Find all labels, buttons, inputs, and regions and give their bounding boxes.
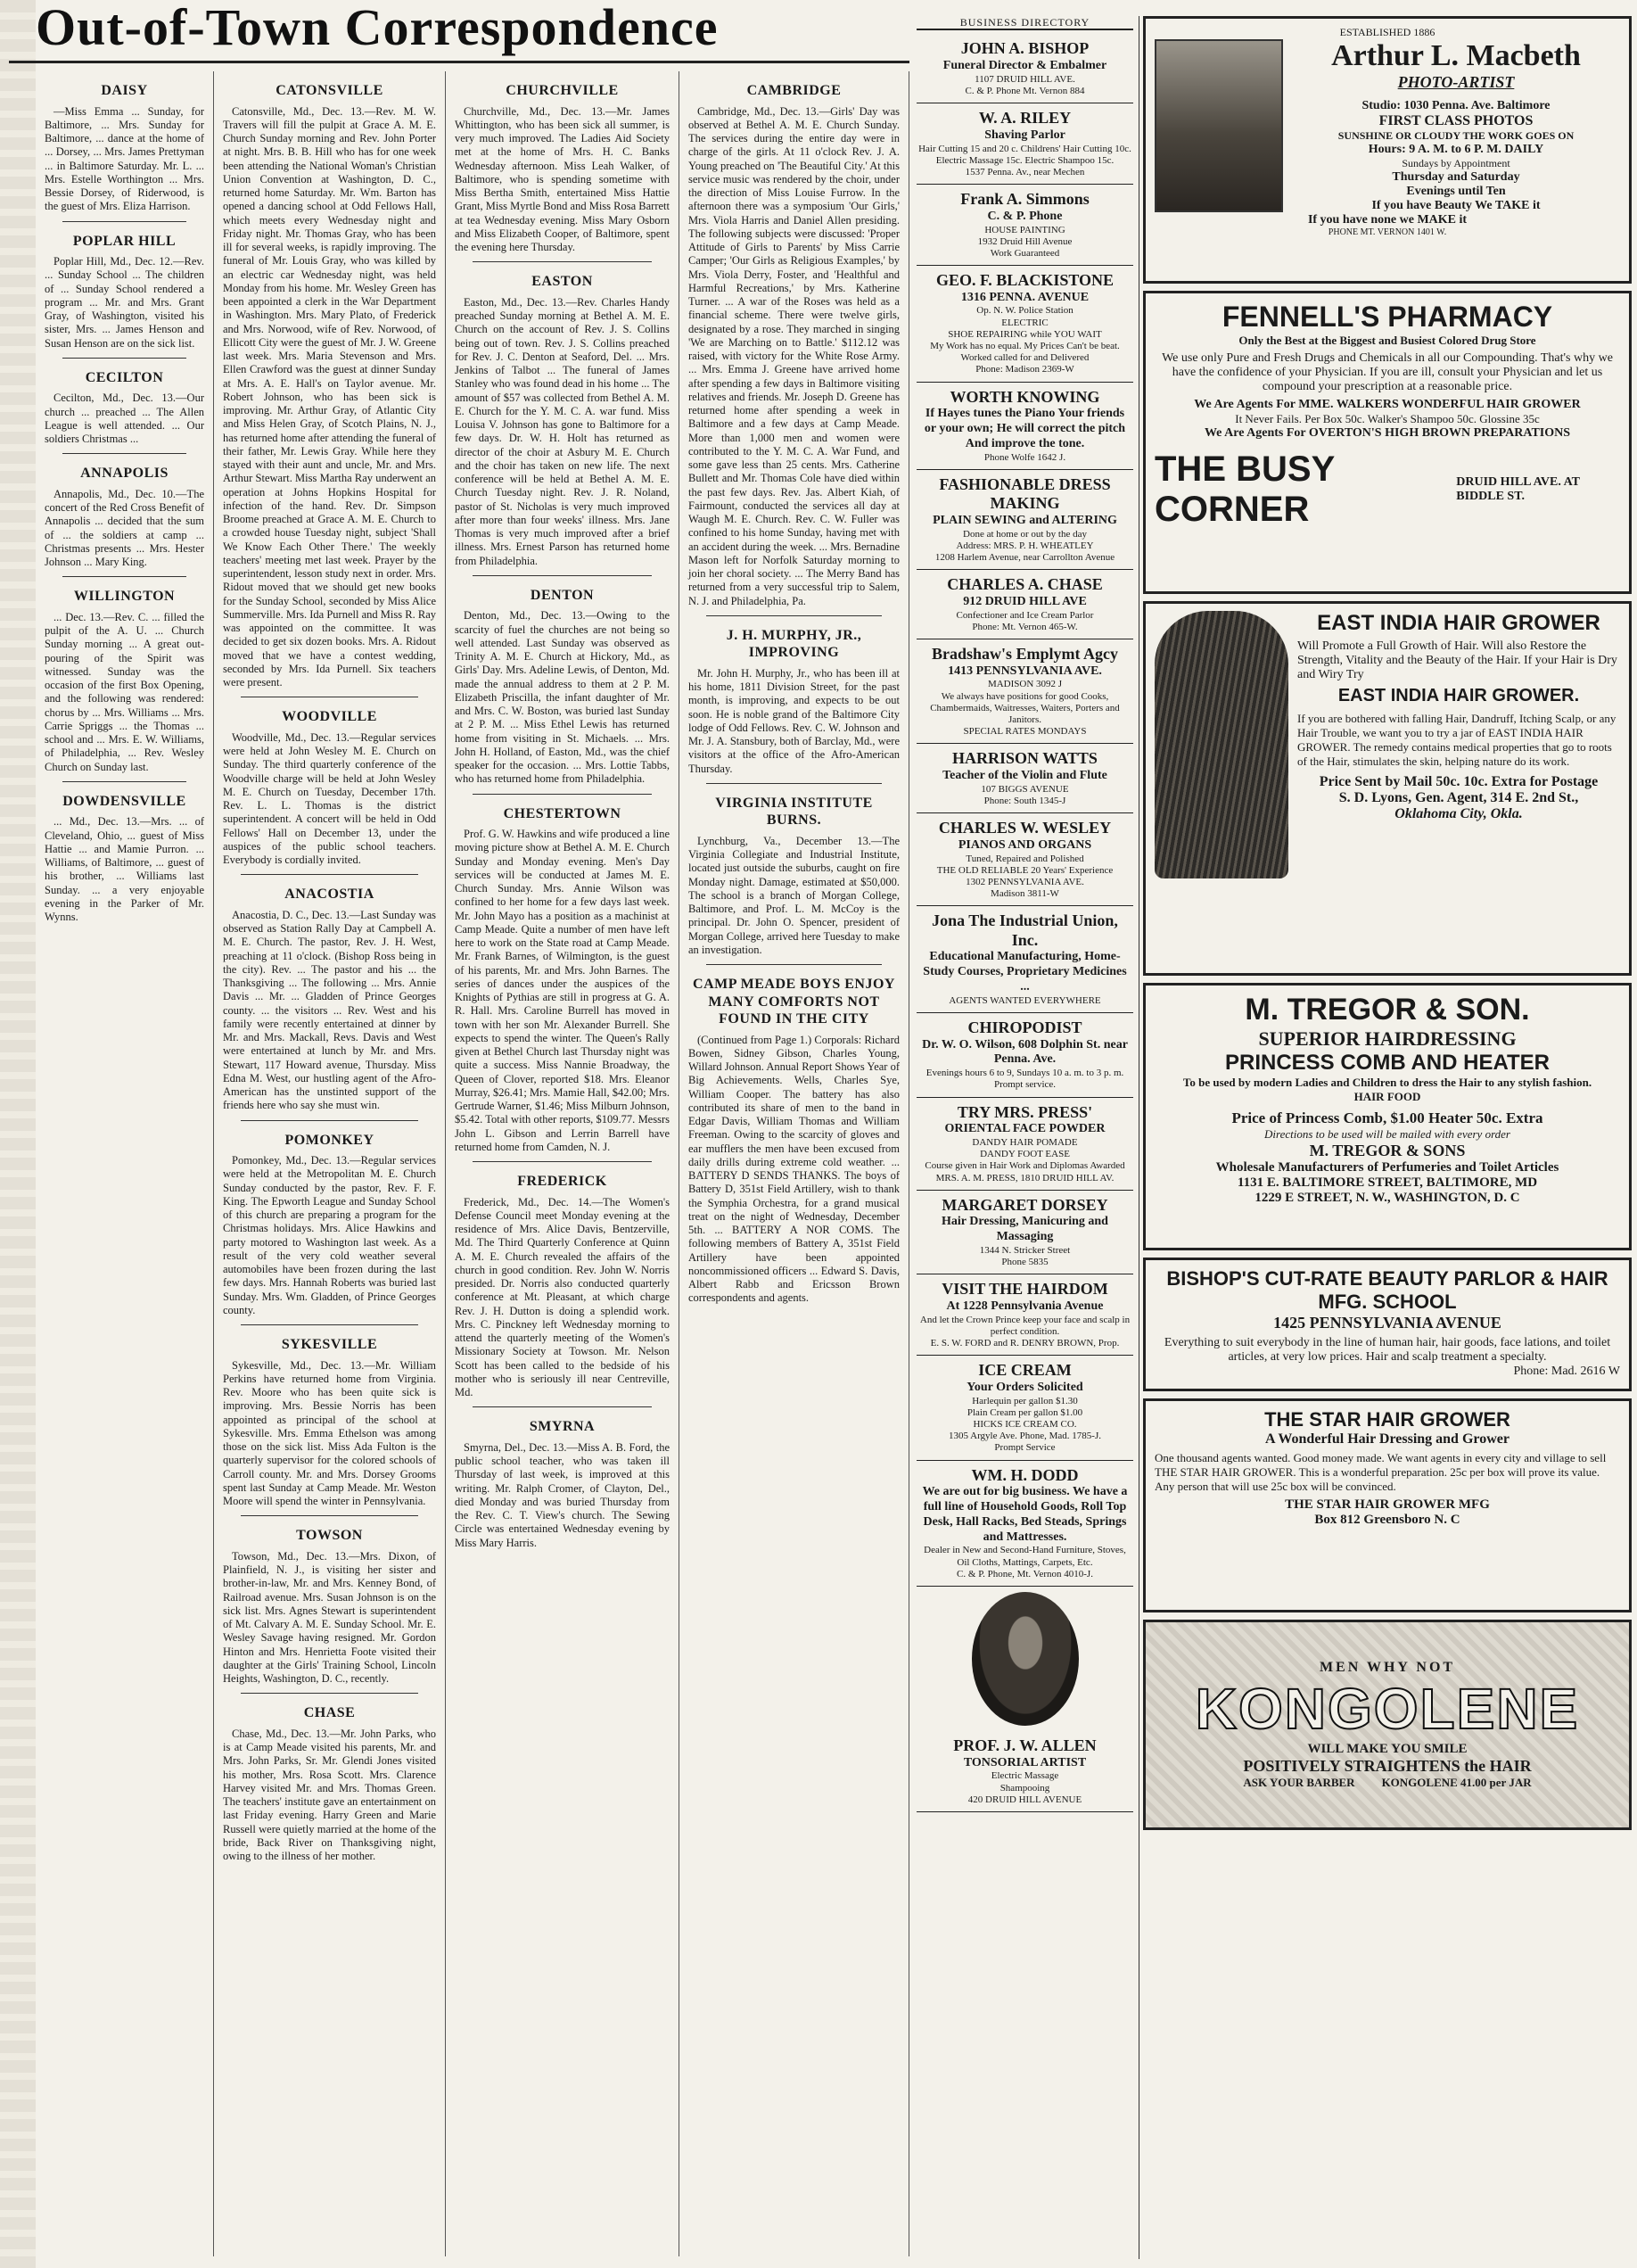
- macbeth-ad: [1143, 16, 1632, 284]
- macbeth-phone: PHONE MT. VERNON 1401 W.: [1328, 227, 1447, 237]
- directory-ad-name: Frank A. Simmons: [960, 190, 1090, 209]
- business-directory: [911, 16, 1139, 2259]
- story: [688, 795, 900, 957]
- news-column-4: [679, 71, 909, 2256]
- story-body: Poplar Hill, Md., Dec. 12.—Rev. ... Sunday School ... The children of ... Sunday School rendered a program ... Mr. and Mrs. Grant Gray, of Washington, visited his sister, Mrs. ... James Henson and Susan Henson are on the sick list.: [45, 255, 204, 350]
- directory-ad-line: 1305 Argyle Ave. Phone, Mad. 1785-J.: [949, 1431, 1101, 1442]
- directory-ad-line: Phone: Madison 2369-W: [975, 364, 1074, 375]
- fennell-name: FENNELL'S PHARMACY: [1222, 301, 1553, 333]
- directory-ad-line: Evenings hours 6 to 9, Sundays 10 a. m. to 3 p. m.: [925, 1068, 1124, 1079]
- story-heading: CAMBRIDGE: [746, 83, 842, 98]
- directory-ad-line: 1413 PENNSYLVANIA AVE.: [948, 664, 1102, 678]
- star-name: THE STAR HAIR GROWER: [1264, 1408, 1510, 1431]
- bishop-phone: Phone: Mad. 2616 W: [1513, 1365, 1620, 1378]
- east-india-price: Price Sent by Mail 50c. 10c. Extra for Postage: [1319, 774, 1599, 789]
- macbeth-slogan2: If you have none we MAKE it: [1307, 213, 1468, 227]
- divider: [706, 615, 882, 616]
- directory-ad: [917, 1274, 1133, 1356]
- directory-ad-name: JOHN A. BISHOP: [960, 39, 1090, 58]
- story-body: (Continued from Page 1.) Corporals: Richard Bowen, Sidney Gibson, Charles Young, Willard Johnson. Annual Report Shows Year of Big Achievements. Wells, Charles Sye, William Cooper. The battery has also contributed its share of men to the band in Edgar Davis, William Thomas and William Freeman. Owing to the scarcity of gloves and ear mufflers the men have been excused from daily drills during extreme cold weather. ... BATTERY D SENDS THANKS. The boys of Battery D, 351st Field Artillery, wish to thank the Symphia Orchestra, for a grand musical treat on the night of Wednesday, December 5th. ... BATTERY A NOR COMS. The following members of Battery A, 351st Field Artillery have been appointed noncommissioned officers ... Edward S. Davis, Albert Rabb and Ericsson Brown correspondents and agents.: [688, 1033, 900, 1305]
- directory-ad-line: Prompt service.: [993, 1079, 1057, 1091]
- star-line2: One thousand agents wanted. Good money made. We want agents in every city and village to sell THE STAR HAIR GROWER. This is a wonderful preparation. 25c per box will prove its value. Any person that will use 25c box will be convinced.: [1155, 1451, 1607, 1493]
- directory-ad-line: TONSORIAL ARTIST: [963, 1755, 1087, 1769]
- directory-ad-name: WORTH KNOWING: [950, 387, 1100, 406]
- directory-ad: [917, 266, 1133, 383]
- tregor-line3: To be used by modern Ladies and Children to dress the Hair to any stylish fashion.: [1182, 1076, 1592, 1089]
- directory-ad: [917, 1098, 1133, 1191]
- story-heading: WILLINGTON: [73, 589, 176, 605]
- directory-ad-line: Teacher of the Violin and Flute: [942, 768, 1107, 782]
- divider: [62, 358, 186, 359]
- page-title: Out-of-Town Correspondence: [36, 0, 719, 56]
- directory-ad-line: If Hayes tunes the Piano Your friends or your own; He will correct the pitch And improve the tone.: [924, 407, 1126, 450]
- directory-ad: [917, 639, 1133, 744]
- story-body: Mr. John H. Murphy, Jr., who has been ill at his home, 1811 Division Street, for the past month, is improving, and expects to be out soon. He is noble grand of the Baltimore City lodge of Odd Fellows. Rev. C. W. Johnson and Mr. J. A. Stansbury, both of Barclay, Md., were visitors at the office of the Afro-American Thursday.: [688, 666, 900, 775]
- story: [688, 976, 900, 1306]
- directory-ad-allen: [917, 1731, 1133, 1812]
- directory-ad-line: Harlequin per gallon $1.30: [972, 1395, 1078, 1406]
- bishop-address: 1425 PENNSYLVANIA AVENUE: [1273, 1314, 1501, 1332]
- directory-ad-line: Phone: South 1345-J: [983, 795, 1066, 806]
- tregor-name: M. TREGOR & SON.: [1245, 993, 1530, 1027]
- directory-ad: [917, 813, 1133, 906]
- story-heading: CHURCHVILLE: [506, 83, 619, 98]
- directory-ad-line: At 1228 Pennsylvania Avenue: [946, 1299, 1104, 1313]
- divider: [473, 261, 652, 262]
- story-heading: SMYRNA: [529, 1419, 596, 1435]
- story: [688, 82, 900, 608]
- story-body: Catonsville, Md., Dec. 13.—Rev. M. W. Travers will fill the pulpit at Grace A. M. E. Church Sunday morning and Rev. John Porter at night. Mrs. B. B. Hill who has for one week been attending the National Woman's Christian Union Convention at Washington, D. C., returned home Saturday. Mr. Wm. Barton has opened a dancing school at Odd Fellows Hall, which meets every Wednesday night and Friday night. Mr. Thomas Gray, who has been ill for several weeks, is rapidly improving. The funeral of Mr. Louis Gray, who was killed by an electric car Wednesday night, was held Monday from his home. Mr. Wesley Green has been appointed a clerk in the War Department in Washington. Mrs. Mary Plato, of Frederick and Mrs. Norwood, wife of Rev. Norwood, of Ellicott City were the guest of Mr. J. W. Greene last week. Mrs. Maria Stevenson and Mrs. Ellen Crawford was the guest at dinner Sunday at Mrs. A. E. Hall's on Taylor avenue. Mr. Robert Johnson, who has been sick is improving. Mr. Arthur Gray, of Atlantic City and Miss Helen Gray, of Scotch Plains, N. J., has returned home after attending the funeral of their father, Mr. Lewis Gray. While here they stayed with their aunt and uncle, Mr. and Mrs. Arthur Stewart. Miss Martha Ray underwent an operation at Johns Hopkins Hospital for infection of the hand. Rev. Dr. Simpson Broome preached at Grace A. M. E. Church to a crowded house Tuesday night, subject 'Shall We Know Each Other There.' The weekly teachers' meeting met last week. Prayer by the superintendent, lesson study next in order. Mrs. Ridout moved that we should get new books for the Sunday School, seconded by Miss Alice Summerville. Mrs. Ida Purnell and Miss R. Ray was appointed on the committee. It was decided to get six dozen books. Mrs. A. Ridout moved that we have a contest wedding, seconded by Mrs. Ida Purnell. Six teachers were present.: [223, 104, 436, 689]
- story-heading: DENTON: [530, 587, 595, 603]
- directory-ad-line: Done at home or out by the day: [963, 528, 1087, 540]
- star-line1: A Wonderful Hair Dressing and Grower: [1265, 1431, 1509, 1447]
- story-heading: EASTON: [531, 274, 593, 290]
- directory-ad: [917, 1461, 1133, 1587]
- macbeth-appt: Sundays by Appointment: [1402, 157, 1510, 169]
- kongolene-price: KONGOLENE 41.00 per JAR: [1381, 1776, 1532, 1789]
- kongolene-straight: POSITIVELY STRAIGHTENS the HAIR: [1243, 1757, 1532, 1775]
- directory-ad-line: Course given in Hair Work and Diplomas Awarded: [925, 1160, 1125, 1172]
- story-body: ... Dec. 13.—Rev. C. ... filled the pulpit of the A. U. ... Church Sunday morning ... A great out-pouring of the Spirit was witnessed. Sunday was the occasion of the first Box Opening, and the following was rendered: chorus by ... Mrs. Williams ... Mrs. Carrie Spriggs ... the Thomas ... school and ... Mrs. E. W. Williams, of Philadelphia, ... Rev. Wesley Church on Sunday last.: [45, 610, 204, 773]
- directory-ad-name: CHARLES A. CHASE: [947, 575, 1103, 594]
- story: [223, 886, 436, 1112]
- directory-ad-line: ORIENTAL FACE POWDER: [944, 1122, 1106, 1136]
- story-body: Cecilton, Md., Dec. 13.—Our church ... preached ... The Allen League is well attended. ... Our soldiers Christmas ...: [45, 392, 204, 446]
- divider: [241, 1120, 418, 1121]
- kongolene-smile: WILL MAKE YOU SMILE: [1307, 1742, 1468, 1756]
- story-body: ... Md., Dec. 13.—Mrs. ... of Cleveland, Ohio, ... guest of Miss Hattie ... and Mamie Purron. ... Williams, of Baltimore, ... guest of his brother, ... Williams last Sunday. ... a very enjoyable evening in the Parker of Mr. Wynns.: [45, 815, 204, 924]
- macbeth-photo: [1155, 39, 1283, 212]
- directory-ad-line: 912 DRUID HILL AVE: [963, 594, 1087, 608]
- directory-ad-line: Phone 5835: [1001, 1257, 1049, 1268]
- hair-model-illustration: [1155, 611, 1288, 878]
- divider: [62, 576, 186, 577]
- star-ad: [1143, 1398, 1632, 1612]
- tregor-wholesale: Wholesale Manufacturers of Perfumeries and Toilet Articles: [1215, 1160, 1559, 1175]
- story: [45, 793, 204, 925]
- story-body: Easton, Md., Dec. 13.—Rev. Charles Handy preached Sunday morning at Bethel A. M. E. Church on the account of Rev. J. S. Collins being out of town. Rev. J. S. Collins preached for Rev. J. C. Denton at Seaford, Del. ... Mrs. Jenkins of Talbot ... The funeral of James Stanley who was found dead in his home ... The amount of $57 was collected from Bethel A. M. E. Church for the Y. M. C. A. war fund. Miss Louisa V. Johnson has gone to Baltimore for a few days. Dr. W. H. Holt has returned as director of the choir at Asbury M. E. Church and the choir has taken on new life. The next conference will be held at Bethel A. M. E. Church Tuesday night. Rev. J. R. Noland, pastor of St. Nicholas is very much improved after more than four weeks' illness. Mrs. Jane Thomas is very much improved after a brief illness. Mrs. Ernest Parson has returned home from Philadelphia.: [455, 295, 670, 567]
- story-body: Frederick, Md., Dec. 14.—The Women's Defense Council meet Monday evening at the residence of Mrs. Alice Davis, Bentzerville, Md. The Third Quarterly Conference at Quinn A. M. E. Church revealed the affairs of the church in good condition. Rev. John W. Norris presided. Dr. Norris also conducted quarterly conference at Mt. Pleasant, at which charge Rev. J. H. Dutton is doing a splendid work. Mrs. C. Pinckney left Wednesday morning to attend the quarterly meeting of the Women's Missionary Society at Towson. Mr. Nelson Scott has been called to the bedside of his mother who is seriously ill near Centreville, Md.: [455, 1195, 670, 1399]
- story: [455, 805, 670, 1155]
- tregor-addr1: 1131 E. BALTIMORE STREET, BALTIMORE, MD: [1237, 1175, 1538, 1190]
- directory-ad-line: SPECIAL RATES MONDAYS: [963, 726, 1087, 738]
- story-heading: TOWSON: [296, 1528, 363, 1544]
- directory-ad-name: Bradshaw's Emplymt Agcy: [931, 645, 1119, 664]
- macbeth-days: Thursday and Saturday: [1392, 170, 1520, 184]
- story: [45, 233, 204, 351]
- story: [45, 369, 204, 447]
- directory-ad-line: Phone Wolfe 1642 J.: [983, 451, 1066, 463]
- tregor-directions: Directions to be used will be mailed with every order: [1264, 1127, 1510, 1141]
- directory-ad-line: Plain Cream per gallon $1.00: [967, 1406, 1083, 1418]
- directory-ad-line: Op. N. W. Police Station: [976, 305, 1074, 317]
- directory-ad-name: TRY MRS. PRESS': [957, 1102, 1093, 1121]
- kongolene-ad: [1143, 1620, 1632, 1830]
- story-body: Annapolis, Md., Dec. 10.—The concert of the Red Cross Benefit of Annapolis ... decided that the sum of ... the soldiers at camp ... Christmas presents ... Mrs. Hester Johnson ... Mary King.: [45, 487, 204, 569]
- directory-ad-line: DANDY HAIR POMADE: [972, 1137, 1078, 1149]
- directory-ad-line: My Work has no equal. My Prices Can't be beat. Worked called for and Delivered: [930, 341, 1120, 364]
- story-body: Anacostia, D. C., Dec. 13.—Last Sunday was observed as Station Rally Day at Campbell A. M. E. Church. The pastor, Rev. J. H. West, preaching at 11 o'clock. (Bishop Ross being in the city). Rev. ... The pastor and his ... the Thanksgiving ... The following ... Mrs. Annie Davis ... Mr. ... Gladden of Prince Georges county. ... the visitors ... Rev. West and his family were recently entertained at dinner by Mr. and Mrs. Mackall, Revs. Davis and West were entertained at lunch by Mr. and Mrs. Stewart, 117 Howard avenue, Thursday. Miss Edna M. West, our hustling agent of the Afro-American has the unstinted support of the friends here who say she must win.: [223, 908, 436, 1112]
- story: [223, 1704, 436, 1863]
- directory-ad-line: SHOE REPAIRING while YOU WAIT: [948, 328, 1102, 340]
- ad-column: [1143, 16, 1632, 2259]
- divider: [473, 1406, 652, 1407]
- directory-ad-line: PIANOS AND ORGANS: [958, 837, 1092, 852]
- directory-ad-line: PLAIN SEWING and ALTERING: [933, 513, 1117, 527]
- directory-ad-line: 1107 DRUID HILL AVE.: [975, 73, 1075, 85]
- directory-ad-line: Confectioner and Ice Cream Parlor: [956, 609, 1094, 621]
- directory-ad: [917, 383, 1133, 470]
- story-heading: CHESTERTOWN: [503, 805, 621, 821]
- east-india-line1: Will Promote a Full Growth of Hair. Will also Restore the Strength, Vitality and the Beauty of the Hair. If your Hair is Dry and Wiry Try: [1297, 639, 1617, 681]
- star-company: THE STAR HAIR GROWER MFG: [1285, 1497, 1490, 1512]
- directory-ad-line: 1208 Harlem Avenue, near Carrollton Avenue: [934, 552, 1115, 564]
- directory-ad: [917, 744, 1133, 813]
- tregor-sons: M. TREGOR & SONS: [1309, 1142, 1466, 1159]
- fennell-prices: It Never Fails. Per Box 50c. Walker's Shampoo 50c. Glossine 35c: [1235, 412, 1540, 425]
- directory-ad-line: 1316 PENNA. AVENUE: [960, 290, 1090, 304]
- story: [455, 82, 670, 254]
- directory-ad-name: MARGARET DORSEY: [942, 1195, 1108, 1214]
- fennell-line2: We use only Pure and Fresh Drugs and Chemicals in all our Compounding. That's why we have the confidence of your Physician. If you are ill, consult your Physician and let us compound your prescription at a reasonable price.: [1162, 351, 1613, 393]
- story-heading: ANACOSTIA: [284, 887, 374, 903]
- directory-ad-name: WM. H. DODD: [971, 1465, 1079, 1484]
- story-heading: CATONSVILLE: [276, 83, 383, 98]
- directory-ad-line: We always have positions for good Cooks, Chambermaids, Waitresses, Waiters, Porters and Janitors.: [930, 690, 1120, 726]
- directory-ad-name: PROF. J. W. ALLEN: [953, 1736, 1097, 1754]
- story: [45, 465, 204, 569]
- news-column-3: [446, 71, 679, 2256]
- macbeth-studio: Studio: 1030 Penna. Ave. Baltimore: [1361, 99, 1551, 112]
- story-heading: DAISY: [101, 83, 148, 98]
- directory-ad-line: Prompt Service: [994, 1442, 1056, 1454]
- fennell-address: DRUID HILL AVE. AT BIDDLE ST.: [1456, 475, 1580, 503]
- kongolene-ask: ASK YOUR BARBER: [1243, 1776, 1355, 1789]
- story-body: Lynchburg, Va., December 13.—The Virginia Collegiate and Industrial Institute, located just outside the suburbs, caught on fire Monday night. Damage, estimated at $50,000. The school is a branch of Morgan College, Baltimore, and Prof. L. M. McCoy is the principal. Dr. John O. Spencer, president of Morgan College, arrived here Tuesday to make an investigation.: [688, 834, 900, 956]
- directory-header: BUSINESS DIRECTORY: [917, 16, 1133, 30]
- directory-ad-line: C. & P. Phone, Mt. Vernon 4010-J.: [957, 1568, 1093, 1579]
- tregor-line4: HAIR FOOD: [1353, 1090, 1421, 1103]
- directory-ad-line: E. S. W. FORD and R. DENRY BROWN, Prop.: [930, 1338, 1120, 1349]
- star-box: Box 812 Greensboro N. C: [1314, 1513, 1460, 1527]
- divider: [706, 964, 882, 965]
- directory-ad-line: C. & P. Phone: [987, 209, 1063, 223]
- directory-ad-line: ELECTRIC: [1001, 317, 1049, 328]
- fennell-footer: [1155, 449, 1620, 530]
- story-body: Chase, Md., Dec. 13.—Mr. John Parks, who is at Camp Meade visited his parents, Mr. and Mrs. John Parks, Sr. Mr. Glendi Jones visited his mother, Mrs. Rosa Scott. Mrs. Clarence Harvey visited Mr. and Mrs. Thomas Green. The teachers' institute gave an entertainment on last Friday evening. Harry Green and Marie Russell were quietly married at the home of the bride, Back River on Thanksgiving night, owing to the illness of her mother.: [223, 1727, 436, 1863]
- busy-corner-label: THE BUSY CORNER: [1155, 449, 1335, 529]
- story-body: —Miss Emma ... Sunday, for Baltimore, ... Mrs. Sunday for Baltimore, ... dance at the home of ... Dorsey, ... Mrs. James Prettyman ... in Baltimore Saturday. Mr. L. ... Mrs. Estelle Worthington ... Mrs. Bessie Dorsey, of Riderwood, is the guest of Mrs. Eliza Harrison.: [45, 104, 204, 213]
- directory-ad: [917, 570, 1133, 639]
- directory-ad-name: VISIT THE HAIRDOM: [942, 1280, 1108, 1299]
- story-body: Smyrna, Del., Dec. 13.—Miss A. B. Ford, the public school teacher, who was taken ill Thursday of last week, is improved at this writing. Mr. Ralph Cromer, of Clayton, Del., died Monday and was buried Thursday from the Rev. C. T. View's church. The Sewing Circle was entertained Wednesday evening by Miss Mary Harris.: [455, 1440, 670, 1549]
- directory-ad-name: ICE CREAM: [978, 1361, 1072, 1380]
- directory-ad-line: Madison 3811-W: [991, 888, 1059, 900]
- directory-ad-name: Jona The Industrial Union, Inc.: [932, 911, 1118, 949]
- divider: [241, 874, 418, 875]
- story: [45, 588, 204, 774]
- divider: [62, 453, 186, 454]
- fennell-line1: Only the Best at the Biggest and Busiest Colored Drug Store: [1238, 334, 1536, 347]
- directory-ad-line: 1537 Penna. Av., near Mechen: [965, 166, 1085, 177]
- tregor-price: Price of Princess Comb, $1.00 Heater 50c. Extra: [1231, 1109, 1543, 1126]
- directory-ad-name: HARRISON WATTS: [952, 749, 1098, 768]
- bishop-ad: [1143, 1258, 1632, 1391]
- news-column-2: [214, 71, 446, 2256]
- directory-ad-line: We are out for big business. We have a full line of Household Goods, Roll Top Desk, Hall Racks, Bed Steads, Springs and Mattresses.: [922, 1485, 1128, 1544]
- directory-ads: [917, 34, 1133, 1587]
- story: [223, 82, 436, 689]
- story-body: Pomonkey, Md., Dec. 13.—Regular services were held at the Metropolitan M. E. Church Sunday conducted by the pastor, Rev. F. F. King. The Epworth League and Sunday School of this church are preparing a program for the Christmas holidays. Mrs. Alice Hawkins and party motored to Washington last week. As a result of the very cold weather several automobiles have been frozen during the last few days. Mrs. Hannah Roberts was buried last Sunday. Mrs. Wm. Gladden, of Prince Georges county.: [223, 1154, 436, 1316]
- directory-ad-line: THE OLD RELIABLE 20 Years' Experience: [936, 864, 1114, 876]
- directory-ad-line: Shaving Parlor: [984, 128, 1065, 142]
- directory-ad-line: HICKS ICE CREAM CO.: [973, 1419, 1077, 1431]
- story-heading: VIRGINIA INSTITUTE BURNS.: [715, 795, 873, 829]
- divider: [706, 783, 882, 784]
- east-india-line3: If you are bothered with falling Hair, Dandruff, Itching Scalp, or any Hair Trouble, we want you to try a jar of EAST INDIA HAIR GROWER. The remedy contains medical properties that go to roots of the Hair, stimulates the skin, helping nature do its work.: [1297, 712, 1616, 768]
- story: [223, 708, 436, 867]
- directory-ad-line: Address: MRS. P. H. WHEATLEY: [956, 540, 1094, 551]
- story-heading: POPLAR HILL: [72, 233, 177, 249]
- directory-ad-name: W. A. RILEY: [978, 109, 1072, 128]
- story: [455, 587, 670, 787]
- divider: [62, 221, 186, 222]
- directory-ad-line: Funeral Director & Embalmer: [942, 58, 1107, 72]
- east-india-city: Oklahoma City, Okla.: [1394, 806, 1523, 821]
- kongolene-top: MEN WHY NOT: [1319, 1660, 1456, 1675]
- directory-ad-line: 1932 Druid Hill Avenue: [977, 235, 1073, 247]
- story-heading: CAMP MEADE BOYS ENJOY MANY COMFORTS NOT FOUND IN THE CITY: [693, 977, 895, 1027]
- allen-portrait: [972, 1592, 1079, 1726]
- directory-ad: [917, 1356, 1133, 1460]
- divider: [241, 1515, 418, 1516]
- story: [223, 1527, 436, 1686]
- directory-ad-line: 1344 N. Stricker Street: [979, 1244, 1071, 1256]
- macbeth-name: Arthur L. Macbeth: [1331, 39, 1581, 72]
- directory-ad: [917, 1013, 1133, 1098]
- story: [223, 1132, 436, 1318]
- directory-ad-name: GEO. F. BLACKISTONE: [935, 271, 1115, 290]
- directory-ad-line: Shampooing: [999, 1782, 1050, 1794]
- macbeth-title: PHOTO-ARTIST: [1397, 73, 1515, 91]
- story-body: Churchville, Md., Dec. 13.—Mr. James Whittington, who has been sick all summer, is very much improved. The Ladies Aid Society met at the home of Mrs. H. C. Banks Wednesday afternoon. Miss Leah Walker, of Baltimore, who is spending sometime with Miss Bertha Smith, entertained Miss Hattie Grant, Miss Myrtle Bond and Miss Rosa Barrett at tea Wednesday evening. Miss Mary Osborn and Miss Elizabeth Cooper, of Baltimore, spent the evening here Thursday.: [455, 104, 670, 254]
- story-heading: J. H. MURPHY, JR., IMPROVING: [726, 627, 862, 661]
- story: [223, 1336, 436, 1508]
- story: [455, 1418, 670, 1550]
- directory-ad: [917, 470, 1133, 571]
- kongolene-logo: KONGOLENE: [1195, 1677, 1580, 1741]
- bishop-line: Everything to suit everybody in the line of human hair, hair goods, face lations, and toilet articles, at very low prices. Hair and scalp treatment a specialty.: [1164, 1336, 1611, 1364]
- divider: [62, 781, 186, 782]
- directory-ad-line: 420 DRUID HILL AVENUE: [967, 1794, 1082, 1805]
- story-body: Towson, Md., Dec. 13.—Mrs. Dixon, of Plainfield, N. J., is visiting her sister and brother-in-law, Mr. and Mrs. Kenney Bond, of Railroad avenue. Mrs. Susan Johnson is on the sick list. Mrs. Agnes Stewart is superintendent of Mt. Calvary A. M. E. Sunday School. Mr. E. Wesley Savage having resigned. Mr. Gordon Hinton and Mrs. Henrietta Foote visited their daughter at the Girls' Training School, Lincoln Heights, Washington, D. C., recently.: [223, 1549, 436, 1686]
- directory-ad-line: Dealer in New and Second-Hand Furniture, Stoves, Oil Cloths, Mattings, Carpets, Etc.: [924, 1545, 1126, 1568]
- directory-ad: [917, 34, 1133, 103]
- directory-ad-name: FASHIONABLE DRESS MAKING: [939, 474, 1111, 513]
- tregor-line1: SUPERIOR HAIRDRESSING: [1258, 1027, 1517, 1050]
- story: [455, 1173, 670, 1399]
- established-label: ESTABLISHED 1886: [1339, 26, 1435, 38]
- story-heading: WOODVILLE: [282, 709, 377, 725]
- tregor-line2: PRINCESS COMB AND HEATER: [1224, 1051, 1551, 1075]
- story-heading: CECILTON: [85, 369, 164, 385]
- macbeth-tag2: SUNSHINE OR CLOUDY THE WORK GOES ON: [1337, 129, 1575, 142]
- divider: [473, 575, 652, 576]
- fennell-ad: [1143, 291, 1632, 594]
- directory-ad-line: And let the Crown Prince keep your face and scalp in perfect condition.: [919, 1314, 1131, 1337]
- directory-ad: [917, 185, 1133, 266]
- story-heading: SYKESVILLE: [281, 1337, 378, 1353]
- divider: [473, 794, 652, 795]
- story-heading: FREDERICK: [517, 1174, 607, 1190]
- directory-ad-line: Hair Cutting 15 and 20 c. Childrens' Hair Cutting 10c. Electric Massage 15c. Electric Shampoo 15c.: [918, 143, 1131, 166]
- directory-ad-line: MADISON 3092 J: [987, 679, 1063, 690]
- directory-ad-line: 107 BIGGS AVENUE: [981, 783, 1069, 795]
- directory-ad-line: Work Guaranteed: [990, 247, 1060, 259]
- story: [45, 82, 204, 214]
- story-body: Woodville, Md., Dec. 13.—Regular services were held at John Wesley M. E. Church on Sunday. The third quarterly conference of the Woodville charge will be held at John Wesley M. E. Church on Tuesday, December 17th. Rev. L. L. Thomas is the district superintendent. A concert will be held in Odd Fellows' Hall on December 13, under the auspices of the public school teachers. Everybody is cordially invited.: [223, 730, 436, 867]
- east-india-line2: EAST INDIA HAIR GROWER.: [1337, 686, 1580, 705]
- directory-ad-line: 1302 PENNSYLVANIA AVE.: [966, 876, 1084, 887]
- directory-ad-line: AGENTS WANTED EVERYWHERE: [949, 994, 1101, 1006]
- story-heading: DOWDENSVILLE: [62, 793, 186, 809]
- directory-ad-line: MRS. A. M. PRESS, 1810 DRUID HILL AV.: [935, 1172, 1115, 1183]
- macbeth-evenings: Evenings until Ten: [1406, 185, 1506, 198]
- kongolene-footer: [1243, 1776, 1531, 1790]
- news-column-1: [36, 71, 214, 2256]
- directory-ad-line: Phone: Mt. Vernon 465-W.: [972, 621, 1078, 632]
- tregor-addr2: 1229 E STREET, N. W., WASHINGTON, D. C: [1254, 1191, 1520, 1205]
- directory-ad-name: CHIROPODIST: [967, 1019, 1082, 1037]
- divider: [241, 1324, 418, 1325]
- story-body: Prof. G. W. Hawkins and wife produced a line moving picture show at Bethel A. M. E. Church Sunday and Monday evening. Men's Day services will be conducted at James M. E. Church Sunday. Mrs. Annie Wilson was confined to her home for a few days last week. Mr. John Mayo has a position as a machinist at Camp Meade. Quite a number of men have left here to work on the State road at Camp Meade. Mr. Frank Barnes, of Wilmington, is the guest of his parents, Mr. and Mrs. John Barnes. The series of dances under the auspices of the Knights of Pythias are still in progress at G. A. R. Hall. Mrs. Caroline Burrell has moved in town with her son Mr. Alexander Burrell. She expects to spend the winter. The Queen's Rally given at Bethel Church last Thursday night was quite a success. Miss Nannie Broadway, the Queen of Clover, reported $18. Mrs. Eleanor Murray, $26.41; Mrs. Mamie Hall, $42.00; Mrs. Gertrude Warner, $1.46; Miss Milburn Johnson, $5.42. Total with other reports, $109.77. Messrs John L. Gibson and Lerrin Barrell have returned home from Camden, N. J.: [455, 828, 670, 1153]
- tregor-ad: [1143, 983, 1632, 1250]
- story-body: Denton, Md., Dec. 13.—Owing to the scarcity of fuel the churches are not being so well attended. Last Sunday was observed as Trinity A. M. E. Church at Hickory, Md., as Girls' Day. Mrs. Adeline Lewis, of Denton, Md. made the annual address to them at 2 P. M. Elizabeth Priscilla, the infant daughter of Mr. and Mrs. C. W. Boston, was buried last Sunday at 2 P. M. ... Miss Ethel Lewis has returned home from visiting in St. Michaels. ... Mrs. John H. Holland, of Easton, Md., was the chief speaker for the occasion. ... Mrs. Lottie Tabbs, who has returned home from Philadelphia.: [455, 609, 670, 786]
- directory-ad-name: CHARLES W. WESLEY: [938, 819, 1112, 837]
- directory-ad-line: Dr. W. O. Wilson, 608 Dolphin St. near Penna. Ave.: [922, 1037, 1128, 1067]
- east-india-name: EAST INDIA HAIR GROWER: [1317, 611, 1600, 635]
- macbeth-slogan1: If you have Beauty We TAKE it: [1371, 199, 1541, 212]
- macbeth-tag1: FIRST CLASS PHOTOS: [1378, 113, 1534, 128]
- directory-ad-line: Your Orders Solicited: [967, 1380, 1083, 1394]
- bishop-name: BISHOP'S CUT-RATE BEAUTY PARLOR & HAIR MFG. SCHOOL: [1166, 1267, 1608, 1313]
- divider: [241, 1693, 418, 1694]
- torn-edge: [0, 0, 36, 2268]
- divider: [473, 1161, 652, 1162]
- directory-ad: [917, 1191, 1133, 1275]
- directory-ad-line: Electric Massage: [991, 1770, 1059, 1782]
- east-india-ad: [1143, 601, 1632, 976]
- directory-ad: [917, 103, 1133, 185]
- directory-ad: [917, 906, 1133, 1013]
- masthead: [9, 0, 909, 63]
- story-body: Cambridge, Md., Dec. 13.—Girls' Day was observed at Bethel A. M. E. Church Sunday. The services during the entire day were in charge of the girls. At 11 o'clock Rev. J. A. Young preached on 'The Beautiful City.' At this service music was rendered by the choir, under the direction of Miss Louise Furrow. In the afternoon there was a symposium 'Our Girls,' Mrs. Viola Harris and Daniel Allen presiding. The following subjects were discussed: 'Proper Attitude of Girls to Parents' by Miss Carrie Camper; 'Our Girls as Religious Examples,' by Mrs. Viola Derry, Foster, and 'Healthful and Harmful Recreations,' by Mrs. Katherine Turner. ... A war of the Roses was held as a financial scheme. There were twelve girls, designated by a rose. They marched in singing 'We are Marching on to Battle.' $112.12 was raised, with victory for the White Rose Army. ... Mrs. Emma J. Greene have arrived home after spending a few days in Baltimore visiting relatives and friends. Mr. Joseph D. Greene has returned home after spending a week in Baltimore and a few days at Camp Meade. More than 1,000 men and women were contributed to the Y. M. C. A. War Fund, and some gave less than 25 cents. Mrs. Catherine Bullett and Mr. Thomas Cole have died within the past few days. Rev. Jas. Albert Kiah, of Fairmount, conducted the services all day at Waugh M. E. Church. Rev. C. W. Fuller was confined to his home Sunday, having met with an accident during the week. ... Mrs. Bernadine Mason left for Norfolk Saturday morning to join her choral society. ... The Merry Band has returned from a very successful trip to Salem, N. J. and Philadelphia, Pa.: [688, 104, 900, 607]
- story: [455, 273, 670, 568]
- story: [688, 627, 900, 776]
- directory-ad-line: Hair Dressing, Manicuring and Massaging: [942, 1215, 1108, 1244]
- east-india-agent: S. D. Lyons, Gen. Agent, 314 E. 2nd St.,: [1338, 790, 1579, 805]
- story-body: Sykesville, Md., Dec. 13.—Mr. William Perkins have returned home from Virginia. Rev. Moore who has been quite sick is improving. Mrs. Bessie Norris has been appointed as principal of the school at Sykesville. Mrs. Emma Ethelson was among those on the sick list. Miss Ada Fulton is the quarterly supervisor for the colored schools of Carroll county. Mr. and Mrs. Dorsey Grooms spent last Sunday at Camp Meade. Mr. Weston Moore will spend the winter in Pennsylvania.: [223, 1358, 436, 1508]
- story-heading: CHASE: [303, 1705, 356, 1721]
- fennell-agents1: We Are Agents For MME. WALKERS WONDERFUL HAIR GROWER: [1194, 398, 1581, 411]
- directory-ad-line: Tuned, Repaired and Polished: [966, 853, 1084, 864]
- fennell-agents2: We Are Agents For OVERTON'S HIGH BROWN PREPARATIONS: [1204, 426, 1571, 440]
- directory-ad-line: DANDY FOOT EASE: [980, 1149, 1070, 1160]
- macbeth-hours: Hours: 9 A. M. to 6 P. M. DAILY: [1368, 143, 1544, 156]
- directory-ad-line: Educational Manufacturing, Home-Study Courses, Proprietary Medicines ...: [923, 950, 1127, 994]
- directory-ad-line: HOUSE PAINTING: [984, 224, 1065, 235]
- directory-ad-line: C. & P. Phone Mt. Vernon 884: [965, 85, 1085, 96]
- directory-ad: [917, 1731, 1133, 1812]
- story-heading: POMONKEY: [284, 1132, 374, 1148]
- story-heading: ANNAPOLIS: [80, 466, 169, 482]
